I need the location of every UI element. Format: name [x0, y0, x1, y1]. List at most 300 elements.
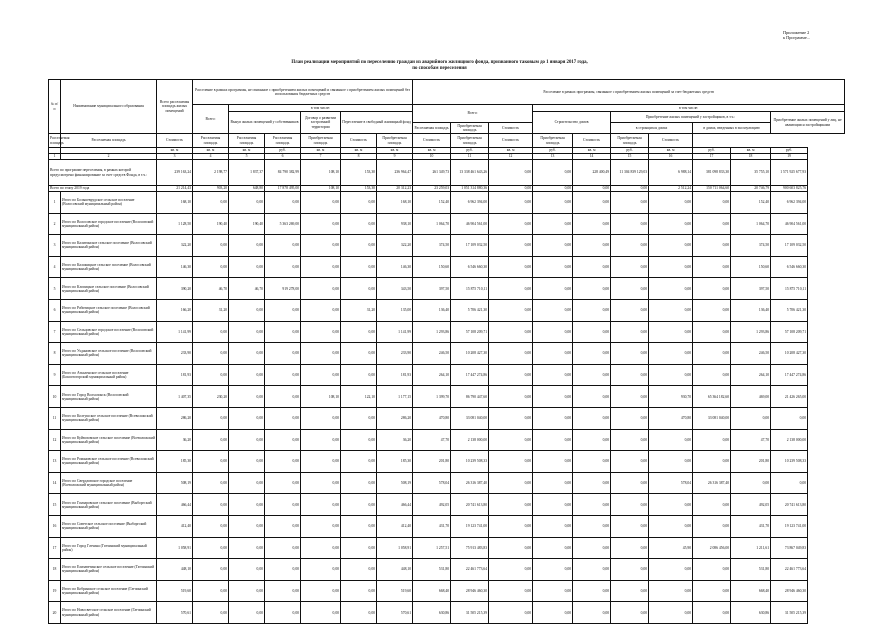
value-cell: 1 058,91: [157, 537, 193, 559]
value-cell: 0,00: [611, 299, 649, 321]
value-cell: 35 755,10: [731, 160, 771, 186]
value-cell: 26 316 387,40: [451, 472, 489, 494]
table-row: [49, 299, 845, 321]
value-cell: 0,00: [533, 321, 573, 343]
subheader-stoimost-10: Стоимость: [413, 134, 451, 148]
header-pereselenie: Переселение в свободный жилищный фонд: [341, 112, 413, 134]
subheader-priobr_pl-7: Приобретаемая площадь: [301, 134, 341, 148]
value-cell: 17 109 032,50: [771, 235, 808, 257]
subheader-stoimost-16: Стоимость: [649, 134, 693, 148]
value-cell: 397,50: [413, 278, 451, 300]
value-cell: 0,00: [649, 364, 693, 386]
row-number: 1: [49, 192, 61, 214]
value-cell: 469,00: [731, 386, 771, 408]
value-cell: 15 875 710,11: [771, 278, 808, 300]
appendix-note: [783, 30, 823, 40]
value-cell: 45,90: [649, 537, 693, 559]
value-cell: 190,40: [229, 213, 265, 235]
value-cell: 508,19: [377, 472, 413, 494]
value-cell: 0,00: [193, 451, 229, 473]
value-cell: 519,60: [377, 580, 413, 602]
value-cell: 0,00: [229, 602, 265, 624]
value-cell: 0,00: [265, 537, 301, 559]
value-cell: 6 546 660,30: [771, 256, 808, 278]
value-cell: 0,00: [573, 213, 611, 235]
value-cell: 0,00: [341, 537, 377, 559]
value-cell: 1 177,15: [377, 386, 413, 408]
value-cell: 903,20: [193, 186, 229, 192]
row-number: 20: [49, 602, 61, 624]
value-cell: 152,40: [731, 192, 771, 214]
value-cell: 0,00: [489, 494, 533, 516]
value-cell: 531,80: [413, 559, 451, 581]
value-cell: 492,05: [413, 494, 451, 516]
value-cell: 1 141,99: [377, 321, 413, 343]
value-cell: 0,00: [193, 580, 229, 602]
value-cell: 0,00: [193, 537, 229, 559]
value-cell: 466,44: [157, 494, 193, 516]
value-cell: 108,10: [301, 186, 341, 192]
unit-cell: руб.: [693, 148, 731, 154]
value-cell: 0,00: [301, 494, 341, 516]
value-cell: 0,00: [301, 559, 341, 581]
value-cell: 0,00: [265, 602, 301, 624]
value-cell: 1 837,37: [229, 160, 265, 186]
subheader-stoimost-3: Стоимость: [157, 134, 193, 148]
value-cell: 153,30: [341, 160, 377, 186]
colnum-cell: 3: [157, 154, 193, 160]
value-cell: 0,00: [489, 472, 533, 494]
value-cell: 20 312,23: [377, 186, 413, 192]
table-row: [49, 472, 845, 494]
value-cell: 0,00: [265, 299, 301, 321]
row-number: 18: [49, 559, 61, 581]
value-cell: 0,00: [573, 256, 611, 278]
unit-cell: кв. м: [229, 148, 265, 154]
subheader-rass_pl-5: Расселяемая площадь: [229, 134, 265, 148]
value-cell: 0,00: [489, 343, 533, 365]
value-cell: 22 461 773,64: [451, 559, 489, 581]
value-cell: 0,00: [193, 192, 229, 214]
header-vykup: Выкуп жилых помещений у собственников: [229, 112, 301, 134]
value-cell: 0,00: [229, 494, 265, 516]
value-cell: 0,00: [693, 602, 731, 624]
value-cell: 0,00: [229, 559, 265, 581]
value-cell: 5 706 421,30: [771, 299, 808, 321]
value-cell: 0,00: [611, 494, 649, 516]
value-cell: 0,00: [229, 429, 265, 451]
subheader-priobr_pl-11: Приобретаемая площадь: [451, 134, 489, 148]
value-cell: 0,00: [573, 515, 611, 537]
subheader-priobr_pl-9: Приобретаемая площадь: [377, 134, 413, 148]
value-cell: 381 098 833,30: [693, 160, 731, 186]
value-cell: 0,00: [649, 321, 693, 343]
value-cell: 1 211,61: [731, 537, 771, 559]
value-cell: 0,00: [265, 364, 301, 386]
value-cell: 0,00: [229, 321, 265, 343]
value-cell: 0,00: [533, 429, 573, 451]
header-v-stroyash: в строящихся домах: [611, 123, 693, 134]
table-row: [49, 494, 845, 516]
value-cell: 0,00: [573, 192, 611, 214]
value-cell: 0,00: [573, 537, 611, 559]
value-cell: 1 051 314 880,36: [451, 186, 489, 192]
value-cell: 0,00: [693, 343, 731, 365]
value-cell: 20 741 613,80: [771, 494, 808, 516]
value-cell: 0,00: [489, 299, 533, 321]
colnum-cell: 19: [771, 154, 808, 160]
value-cell: 0,00: [611, 472, 649, 494]
subheader-priobr_pl-13: Приобретаемая площадь: [533, 134, 573, 148]
colnum-cell: 10: [413, 154, 451, 160]
row-number: 10: [49, 386, 61, 408]
value-cell: 0,00: [649, 451, 693, 473]
value-cell: 0,00: [265, 559, 301, 581]
value-cell: 264,10: [731, 364, 771, 386]
header-stroitelstvo: Строительство домов: [533, 112, 611, 134]
value-cell: 6 962 394,00: [771, 192, 808, 214]
value-cell: 0,00: [489, 407, 533, 429]
colnum-cell: 2: [61, 154, 157, 160]
document-title: [0, 60, 879, 72]
value-cell: 36,20: [157, 429, 193, 451]
value-cell: 0,00: [341, 192, 377, 214]
value-cell: 0,00: [533, 299, 573, 321]
value-cell: 146,30: [377, 256, 413, 278]
unit-cell: кв. м: [193, 148, 229, 154]
value-cell: 46 904 561,00: [771, 213, 808, 235]
row-name: Итого по Город Гатчина (Гатчинский муниципальный район): [61, 537, 157, 559]
value-cell: 150 711 064,60: [693, 186, 731, 192]
value-cell: 0,00: [341, 451, 377, 473]
value-cell: 6 988,14: [649, 160, 693, 186]
value-cell: 0,00: [533, 580, 573, 602]
value-cell: 0,00: [649, 429, 693, 451]
value-cell: 322,20: [377, 235, 413, 257]
value-cell: 0,00: [301, 364, 341, 386]
value-cell: 15 875 710,11: [451, 278, 489, 300]
value-cell: 0,00: [229, 364, 265, 386]
header-stoimost-b: Стоимость: [489, 123, 533, 134]
value-cell: 1 064,70: [731, 213, 771, 235]
value-cell: 0,00: [341, 494, 377, 516]
value-cell: 28 946 460,30: [451, 580, 489, 602]
table-row: [49, 321, 845, 343]
value-cell: 65 364 182,60: [693, 386, 731, 408]
row-name: Итого по Куйвозовское сельское поселение (Всеволожский муниципальный район): [61, 429, 157, 451]
value-cell: 0,00: [573, 559, 611, 581]
value-cell: 0,00: [341, 580, 377, 602]
value-cell: 0,00: [611, 407, 649, 429]
value-cell: 0,00: [341, 235, 377, 257]
value-cell: 0,00: [265, 515, 301, 537]
value-cell: 33 081 040,00: [693, 407, 731, 429]
row-name: Итого по Советское сельское поселение (Выборгский муниципальный район): [61, 515, 157, 537]
value-cell: 0,00: [693, 429, 731, 451]
value-cell: 168,10: [157, 192, 193, 214]
value-cell: 108,10: [301, 160, 341, 186]
value-cell: 0,00: [301, 537, 341, 559]
unit-cell: кв. м: [489, 148, 533, 154]
value-cell: 46,70: [229, 278, 265, 300]
value-cell: 0,00: [301, 472, 341, 494]
table-row: [49, 429, 845, 451]
value-cell: 900 603 825,76: [771, 186, 808, 192]
unit-cell: кв. м: [573, 148, 611, 154]
value-cell: 0,00: [611, 386, 649, 408]
row-number: 3: [49, 235, 61, 257]
value-cell: 0,00: [229, 256, 265, 278]
value-cell: 0,00: [301, 278, 341, 300]
row-number: 13: [49, 451, 61, 473]
value-cell: 0,00: [771, 407, 808, 429]
table-row: [49, 256, 845, 278]
row-name: Итого по Елизаветинское сельское поселение (Гатчинский муниципальный район): [61, 559, 157, 581]
value-cell: 0,00: [693, 515, 731, 537]
value-cell: 0,00: [611, 364, 649, 386]
value-cell: 0,00: [265, 429, 301, 451]
row-number: 2: [49, 213, 61, 235]
value-cell: 152,40: [413, 192, 451, 214]
row-number: 4: [49, 256, 61, 278]
value-cell: 0,00: [229, 580, 265, 602]
subheader-rass_pl-1: Расселяемая площадь: [49, 134, 61, 148]
value-cell: 46 904 561,00: [451, 213, 489, 235]
value-cell: 10 208 427,30: [451, 343, 489, 365]
table-row: [49, 580, 845, 602]
value-cell: 228 400,49: [573, 160, 611, 186]
value-cell: 264,10: [413, 364, 451, 386]
header-rass-pl-b: Расселяемая площадь: [413, 123, 451, 134]
value-cell: 0,00: [573, 278, 611, 300]
value-cell: 0,00: [301, 451, 341, 473]
value-cell: 150,60: [413, 256, 451, 278]
value-cell: 0,00: [649, 602, 693, 624]
value-cell: 0,00: [611, 429, 649, 451]
unit-cell: кв. м: [649, 148, 693, 154]
value-cell: 0,00: [341, 515, 377, 537]
value-cell: 0,00: [573, 321, 611, 343]
header-vsego-a: Всего:: [193, 105, 229, 134]
value-cell: 1 407,35: [157, 386, 193, 408]
header-incl-b: в том числе:: [533, 105, 845, 112]
value-cell: 19 123 741,00: [771, 515, 808, 537]
unit-cell: кв. м: [377, 148, 413, 154]
value-cell: 0,00: [693, 235, 731, 257]
header-group-b: Расселение в рамках программы, связанное с приобретением жилых помещений за счет бюджетных средств: [413, 80, 845, 105]
header-v-domah: в домах, введенных в эксплуатацию: [693, 123, 771, 134]
value-cell: 0,00: [489, 186, 533, 192]
value-cell: 150,60: [731, 256, 771, 278]
value-cell: 0,00: [489, 278, 533, 300]
colnum-cell: 17: [693, 154, 731, 160]
value-cell: 2 086 456,00: [693, 537, 731, 559]
value-cell: 2 138 000,00: [771, 429, 808, 451]
value-cell: 0,00: [341, 472, 377, 494]
value-cell: 28 946 460,30: [771, 580, 808, 602]
value-cell: 390,20: [157, 278, 193, 300]
value-cell: 0,00: [693, 321, 731, 343]
value-cell: 0,00: [573, 451, 611, 473]
colnum-cell: 5: [229, 154, 265, 160]
value-cell: 0,00: [489, 429, 533, 451]
value-cell: 412,40: [377, 515, 413, 537]
value-cell: 0,00: [573, 429, 611, 451]
row-number: 8: [49, 343, 61, 365]
value-cell: 246,50: [731, 343, 771, 365]
value-cell: 0,00: [193, 494, 229, 516]
value-cell: 19 123 741,00: [451, 515, 489, 537]
value-cell: 166,20: [157, 299, 193, 321]
value-cell: 0,00: [611, 213, 649, 235]
title-line-1: План реализации мероприятий по переселению граждан из аварийного жилищного фонда, признанного таковым до 1 января 2017 года,: [291, 60, 588, 65]
value-cell: 0,00: [573, 299, 611, 321]
row-name: Итого по Большеврудское сельское поселение (Волосовский муниципальный район): [61, 192, 157, 214]
value-cell: 0,00: [229, 386, 265, 408]
header-total-area: Всего расселяемая площадь жилых помещений: [157, 80, 193, 134]
value-cell: 0,00: [611, 192, 649, 214]
value-cell: 0,00: [193, 235, 229, 257]
subheader-rass_pl-2: Расселяемая площадь: [61, 134, 157, 148]
header-priobr-zastr: Приобретение жилых помещений у застройщиков, в т.ч.:: [611, 112, 771, 123]
value-cell: 0,00: [301, 235, 341, 257]
value-cell: 0,00: [533, 213, 573, 235]
colnum-cell: 15: [611, 154, 649, 160]
value-cell: 135,00: [377, 299, 413, 321]
value-cell: 0,00: [301, 343, 341, 365]
value-cell: 181,93: [377, 364, 413, 386]
colnum-cell: 18: [731, 154, 771, 160]
row-name: Итого по Город Волхолонск (Волосовский муниципальный район): [61, 386, 157, 408]
value-cell: 0,00: [533, 515, 573, 537]
value-cell: 17 109 032,50: [451, 235, 489, 257]
value-cell: 0,00: [489, 515, 533, 537]
value-cell: 0,00: [573, 494, 611, 516]
row-number: 16: [49, 515, 61, 537]
value-cell: 31,20: [193, 299, 229, 321]
header-dogovor: Договор о развитии застроенной территории: [301, 112, 341, 134]
colnum-cell: 7: [301, 154, 341, 160]
row-number: 19: [49, 580, 61, 602]
value-cell: 190,40: [193, 213, 229, 235]
row-number: 5: [49, 278, 61, 300]
value-cell: 0,00: [693, 559, 731, 581]
value-cell: 0,00: [533, 192, 573, 214]
value-cell: 0,00: [301, 213, 341, 235]
table-row: [49, 386, 845, 408]
value-cell: 0,00: [611, 278, 649, 300]
value-cell: 0,00: [489, 213, 533, 235]
subheader-stoimost-8: Стоимость: [341, 134, 377, 148]
table-row: [49, 364, 845, 386]
row-number: 12: [49, 429, 61, 451]
value-cell: 1 058,91: [377, 537, 413, 559]
value-cell: 0,00: [193, 256, 229, 278]
row-number: 14: [49, 472, 61, 494]
value-cell: 0,00: [341, 602, 377, 624]
value-cell: 0,00: [693, 192, 731, 214]
value-cell: 519,60: [157, 580, 193, 602]
value-cell: 168,10: [377, 192, 413, 214]
table-row: [49, 602, 845, 624]
value-cell: 17 878 495,00: [265, 186, 301, 192]
value-cell: 75 913 483,83: [451, 537, 489, 559]
value-cell: 0,00: [341, 429, 377, 451]
total-row: [49, 160, 845, 186]
value-cell: 0,00: [489, 386, 533, 408]
value-cell: 108,10: [301, 386, 341, 408]
value-cell: 1 571 925 677,93: [771, 160, 808, 186]
value-cell: 0,00: [265, 235, 301, 257]
value-cell: 26 316 387,40: [693, 472, 731, 494]
value-cell: 0,00: [489, 256, 533, 278]
value-cell: 246,50: [413, 343, 451, 365]
value-cell: 0,00: [301, 321, 341, 343]
header-group-a: Расселение в рамках программы, не связанное с приобретением жилых помещений и связанное с приобретением жилых помещений без использования бюджетных средств: [193, 80, 413, 105]
value-cell: 0,00: [693, 213, 731, 235]
value-cell: 0,00: [533, 235, 573, 257]
value-cell: 0,00: [341, 364, 377, 386]
value-cell: 36,20: [377, 429, 413, 451]
value-cell: 181,93: [157, 364, 193, 386]
row-name: Всего по этапу 2019 года: [49, 186, 157, 192]
subheader-stoimost-14: Стоимость: [573, 134, 611, 148]
value-cell: 0,00: [301, 429, 341, 451]
unit-cell: кв. м: [301, 148, 341, 154]
value-cell: 0,00: [611, 515, 649, 537]
value-cell: 0,00: [193, 559, 229, 581]
value-cell: 230,20: [193, 386, 229, 408]
appendix-line-2: к Программе...: [783, 35, 810, 40]
row-number: 15: [49, 494, 61, 516]
value-cell: 0,00: [533, 602, 573, 624]
value-cell: 22 461 773,64: [771, 559, 808, 581]
value-cell: 0,00: [649, 192, 693, 214]
value-cell: 0,00: [649, 515, 693, 537]
value-cell: 10 208 427,30: [771, 343, 808, 365]
value-cell: 2 512,24: [649, 186, 693, 192]
value-cell: 0,00: [693, 580, 731, 602]
value-cell: 431,70: [731, 515, 771, 537]
value-cell: 84 790 382,99: [265, 160, 301, 186]
value-cell: 0,00: [341, 407, 377, 429]
colnum-cell: 4: [193, 154, 229, 160]
value-cell: 0,00: [489, 160, 533, 186]
unit-cell: кв. м: [731, 148, 771, 154]
value-cell: 31 505 215,39: [771, 602, 808, 624]
value-cell: 0,00: [649, 256, 693, 278]
unit-cell: кв. м: [413, 148, 451, 154]
subheader-rass_pl-6: Расселяемая площадь: [265, 134, 301, 148]
unit-cell: руб.: [451, 148, 489, 154]
value-cell: 0,00: [193, 472, 229, 494]
value-cell: 0,00: [489, 602, 533, 624]
value-cell: 0,00: [193, 343, 229, 365]
unit-cell: кв. м: [341, 148, 377, 154]
colnum-cell: 1: [49, 154, 61, 160]
value-cell: 0,00: [489, 364, 533, 386]
value-cell: 20 741 613,80: [451, 494, 489, 516]
value-cell: 0,00: [489, 559, 533, 581]
value-cell: 412,40: [157, 515, 193, 537]
value-cell: 0,00: [265, 192, 301, 214]
value-cell: 492,05: [731, 494, 771, 516]
row-name: Итого по Кобринское сельское поселение (Гатчинский муниципальный район): [61, 580, 157, 602]
unit-cell: кв. м: [157, 148, 193, 154]
value-cell: 668,40: [731, 580, 771, 602]
value-cell: 0,00: [611, 602, 649, 624]
table-row: [49, 192, 845, 214]
